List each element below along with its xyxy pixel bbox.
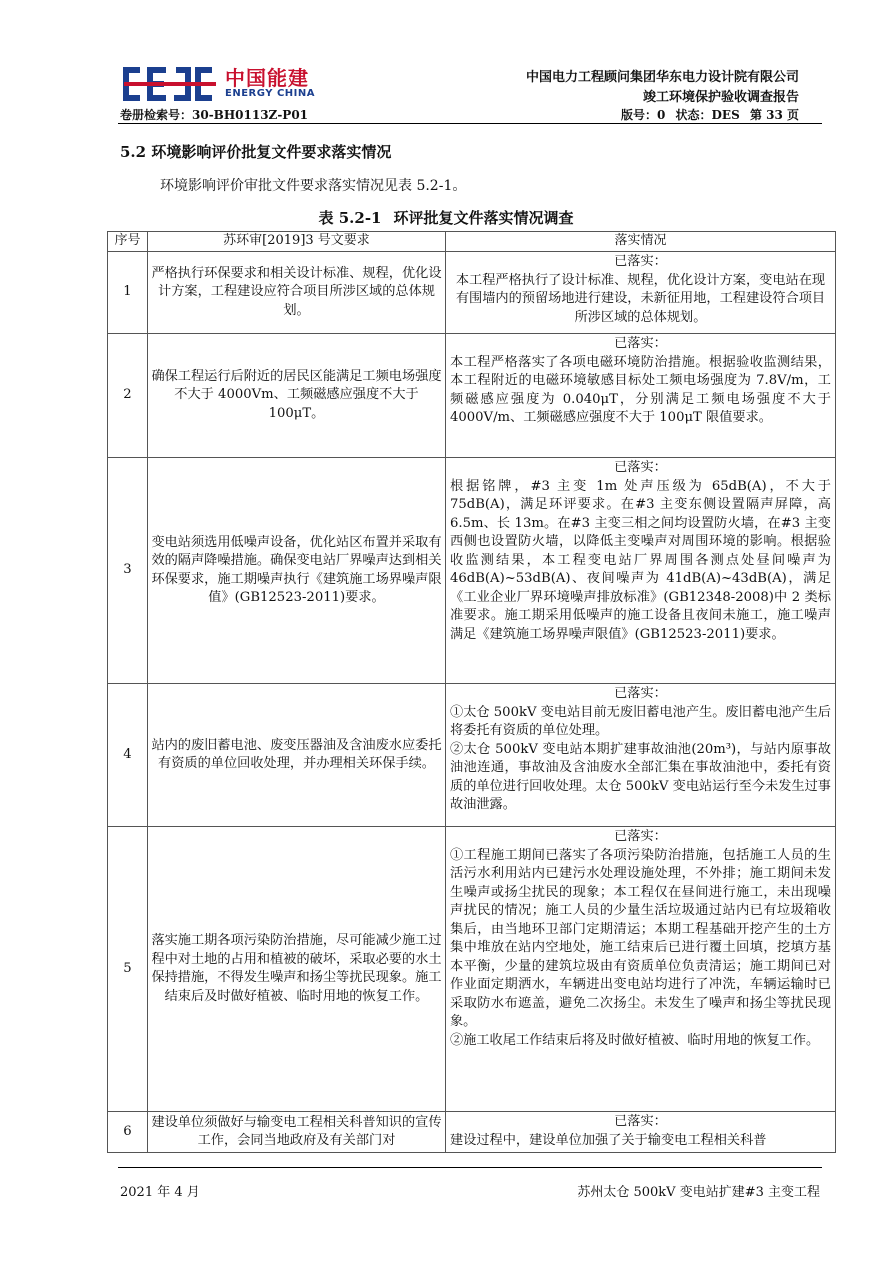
table-row	[108, 458, 836, 684]
footer-divider	[118, 1167, 822, 1168]
row-detail: ②太仓 500kV 变电站本期扩建事故油池(20m³)，与站内原事故油池连通，事故油及含油废水全部汇集在事故油池中，委托有资质的单位进行回收处理。太仓 500kV 变电站运行至今未发生过事故油泄露。	[450, 741, 831, 812]
row-number: 3	[108, 458, 148, 684]
row-detail: ①工程施工期间已落实了各项污染防治措施，包括施工人员的生活污水利用站内已建污水处理设施处理，不外排；施工期间未发生噪声或扬尘扰民的现象；本工程仅在昼间进行施工，未出现噪声扰民的情况；施工人员的少量生活垃圾通过站内已有垃圾箱收集后，由当地环卫部门定期清运；本期工程基础开挖产生的土方集中堆放在站内空地处，施工结束后已进行覆土回填，挖填方基本平衡，少量的建筑垃圾由有资质单位负责清运；施工期间已对作业面定期洒水，车辆进出变电站均进行了冲洗，车辆运输时已采取防水布遮盖，避免二次扬尘。未发生了噪声和扬尘等扰民现象。	[450, 847, 831, 1029]
row-detail: 本工程严格执行了设计标准、规程，优化设计方案，变电站在现有围墙内的预留场地进行建设，未新征用地，工程建设符合项目所涉区域的总体规划。	[455, 272, 826, 325]
header-seq: 序号	[108, 232, 148, 252]
row-status: 已落实：	[614, 829, 667, 844]
table-row	[108, 252, 836, 334]
status-label: 状态：DES	[675, 108, 740, 122]
section-intro: 环境影响评价审批文件要求落实情况见表 5.2-1。	[160, 178, 467, 194]
row-status: 已落实：	[614, 336, 667, 351]
row-number: 6	[108, 1112, 148, 1153]
table-row	[108, 334, 836, 458]
row-implementation	[446, 1112, 836, 1153]
table-caption-number: 表 5.2-1	[318, 209, 382, 227]
row-implementation	[446, 827, 836, 1112]
row-status: 已落实：	[614, 1114, 667, 1129]
row-detail: ②施工收尾工作结束后将及时做好植被、临时用地的恢复工作。	[450, 1032, 820, 1048]
row-implementation	[446, 458, 836, 684]
row-requirement: 落实施工期各项污染防治措施，尽可能减少施工过程中对土地的占用和植被的破坏，采取必要的水土保持措施，不得发生噪声和扬尘等扰民现象。施工结束后及时做好植被、临时用地的恢复工作。	[148, 827, 446, 1112]
row-implementation	[446, 252, 836, 334]
row-detail: 本工程严格落实了各项电磁环境防治措施。根据验收监测结果，本工程附近的电磁环境敏感目标处工频电场强度为 7.8V/m，工频磁感应强度为 0.040μT，分别满足工频电场强度不大于 4000V/m、工频磁感应强度不大于 100μT 限值要求。	[450, 354, 831, 425]
row-number: 2	[108, 334, 148, 458]
row-requirement: 建设单位须做好与输变电工程相关科普知识的宣传工作，会同当地政府及有关部门对	[148, 1112, 446, 1153]
row-detail: ①太仓 500kV 变电站目前无废旧蓄电池产生。废旧蓄电池产生后将委托有资质的单位处理。	[450, 704, 831, 738]
section-title: 5.2 环境影响评价批复文件要求落实情况	[120, 143, 392, 161]
header-implementation: 落实情况	[446, 232, 836, 252]
header-requirement: 苏环审[2019]3 号文要求	[148, 232, 446, 252]
row-status: 已落实：	[614, 254, 667, 269]
row-status: 已落实：	[614, 460, 667, 475]
table-caption	[0, 207, 892, 228]
row-requirement: 确保工程运行后附近的居民区能满足工频电场强度不大于 4000Vm、工频磁感应强度不大于 100μT。	[148, 334, 446, 458]
row-number: 1	[108, 252, 148, 334]
row-requirement: 站内的废旧蓄电池、废变压器油及含油废水应委托有资质的单位回收处理，并办理相关环保手续。	[148, 684, 446, 827]
table-row	[108, 827, 836, 1112]
table-row	[108, 684, 836, 827]
row-status: 已落实：	[614, 686, 667, 701]
version-status-page	[615, 106, 799, 123]
row-detail: 建设过程中，建设单位加强了关于输变电工程相关科普	[450, 1132, 767, 1148]
header-divider	[118, 123, 822, 124]
row-requirement: 严格执行环保要求和相关设计标准、规程，优化设计方案，工程建设应符合项目所涉区域的总体规划。	[148, 252, 446, 334]
logo-chinese-text: 中国能建	[225, 66, 309, 90]
version-label: 版号：0	[620, 108, 666, 122]
row-detail: 根据铭牌，#3 主变 1m 处声压级为 65dB(A)，不大于 75dB(A)，满足环评要求。在#3 主变东侧设置隔声屏障，高 6.5m、长 13m。在#3 主变三相之间均设置防火墙，在#3 主变西侧也设置防火墙，以降低主变噪声对周围环境的影响。根据验收监测结果，本工程变电站厂界周围各测点处昼间噪声为 46dB(A)~53dB(A)、夜间噪声为 41dB(A)~43dB(A)，满足《工业企业厂界环境噪声排放标准》(GB12348-2008)中 2 类标准要求。施工期采用低噪声的施工设备且夜间未施工，施工噪声满足《建筑施工场界噪声限值》(GB12523-2011)要求。	[450, 478, 831, 642]
row-implementation	[446, 334, 836, 458]
row-number: 5	[108, 827, 148, 1112]
footer-date: 2021 年 4 月	[120, 1185, 200, 1200]
table-caption-title: 环评批复文件落实情况调查	[393, 209, 574, 227]
report-title: 竣工环境保护验收调查报告	[642, 90, 799, 105]
archive-number: 卷册检索号：30-BH0113Z-P01	[120, 108, 309, 122]
row-implementation	[446, 684, 836, 827]
company-name: 中国电力工程顾问集团华东电力设计院有限公司	[525, 70, 799, 85]
footer-project: 苏州太仓 500kV 变电站扩建#3 主变工程	[577, 1185, 820, 1200]
logo-english-text: ENERGY CHINA	[225, 88, 315, 99]
row-number: 4	[108, 684, 148, 827]
table-header-row	[108, 232, 836, 252]
table-row	[108, 1112, 836, 1153]
row-requirement: 变电站须选用低噪声设备，优化站区布置并采取有效的隔声降噪措施。确保变电站厂界噪声达到相关环保要求，施工期噪声执行《建筑施工场界噪声限值》(GB12523-2011)要求。	[148, 458, 446, 684]
eia-approval-table	[107, 231, 836, 1153]
page-number: 第 33 页	[749, 108, 799, 122]
